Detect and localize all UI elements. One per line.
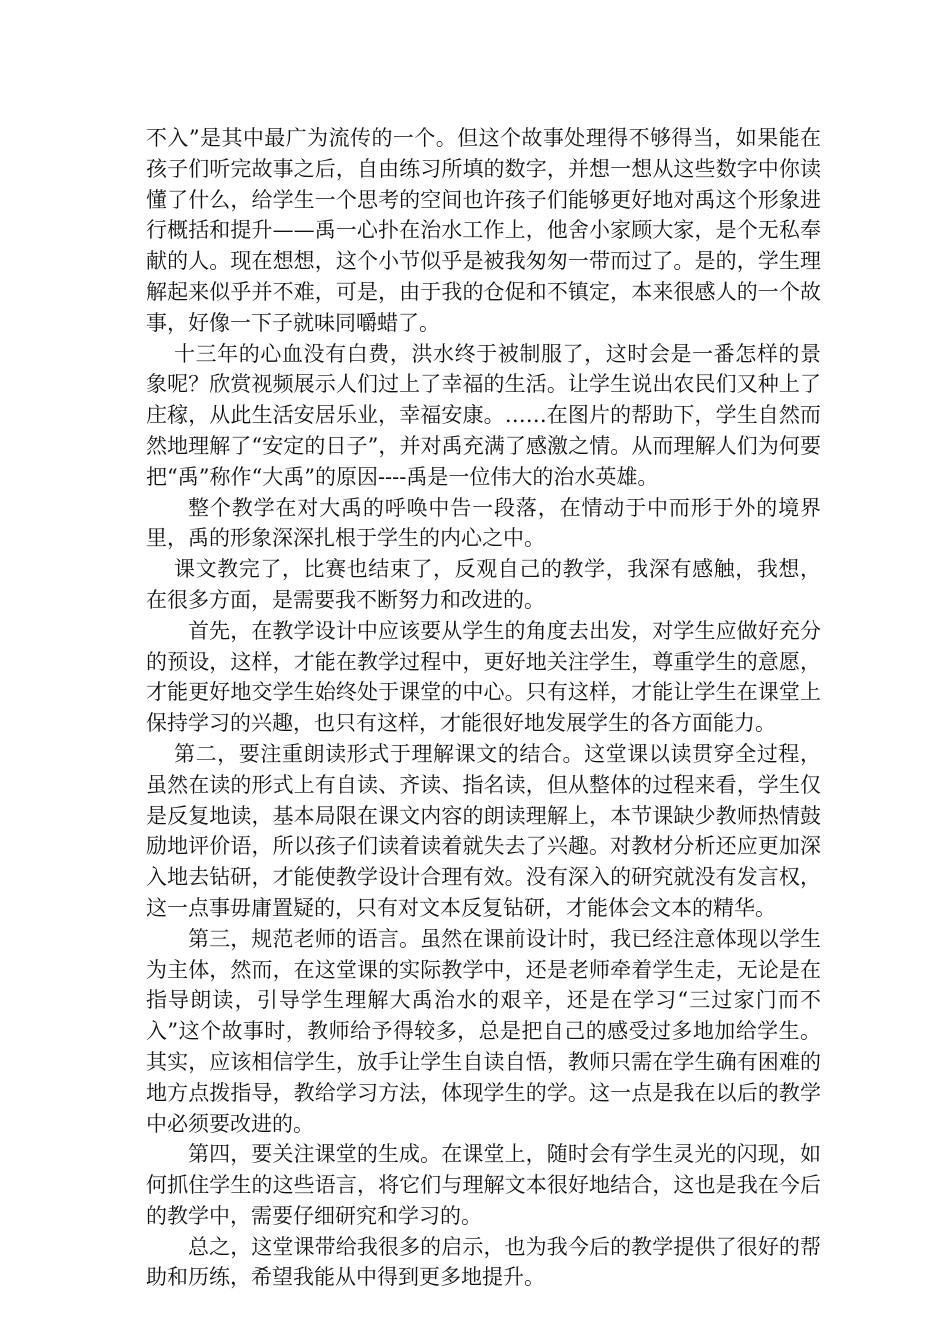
paragraph-2: 十三年的心血没有白费，洪水终于被制服了，这时会是一番怎样的景象呢？欣赏视频展示人们过上了幸福的生活。让学生说出农民们又种上了庄稼，从此生活安居乐业，幸福安康。……在图片的帮助下，学生自然而然地理解了“安定的日子”，并对禹充满了感激之情。从而理解人们为何要把“禹”称作“大禹”的原因----禹是一位伟大的治水英雄。 — [146, 341, 821, 489]
document-body — [146, 123, 821, 1293]
paragraph-6: 第二，要注重朗读形式于理解课文的结合。这堂课以读贯穿全过程，虽然在读的形式上有自读、齐读、指名读，但从整体的过程来看，学生仅是反复地读，基本局限在课文内容的朗读理解上，本节课缺少教师热情鼓励地评价语，所以孩子们读着读着就失去了兴趣。对教材分析还应更加深入地去钻研，才能使教学设计合理有效。没有深入的研究就没有发言权，这一点事毋庸置疑的，只有对文本反复钻研，才能体会文本的精华。 — [146, 741, 821, 920]
paragraph-9: 总之，这堂课带给我很多的启示，也为我今后的教学提供了很好的帮助和历练，希望我能从中得到更多地提升。 — [146, 1234, 821, 1290]
paragraph-4: 课文教完了，比赛也结束了，反观自己的教学，我深有感触，我想，在很多方面，是需要我不断努力和改进的。 — [146, 557, 821, 612]
paragraph-8: 第四，要关注课堂的生成。在课堂上，随时会有学生灵光的闪现，如何抓住学生的这些语言，将它们与理解文本很好地结合，这也是我在今后的教学中，需要仔细研究和学习的。 — [146, 1142, 821, 1228]
paragraph-3: 整个教学在对大禹的呼唤中告一段落，在情动于中而形于外的境界里，禹的形象深深扎根于学生的内心之中。 — [146, 495, 821, 551]
paragraph-7: 第三，规范老师的语言。虽然在课前设计时，我已经注意体现以学生为主体，然而，在这堂课的实际教学中，还是老师牵着学生走，无论是在指导朗读，引导学生理解大禹治水的艰辛，还是在学习“三过家门而不入”这个故事时，教师给予得较多，总是把自己的感受过多地加给学生。其实，应该相信学生，放手让学生自读自悟，教师只需在学生确有困难的地方点拨指导，教给学习方法，体现学生的学。这一点是我在以后的教学中必须要改进的。 — [146, 926, 821, 1136]
paragraph-1: 不入”是其中最广为流传的一个。但这个故事处理得不够得当，如果能在孩子们听完故事之后，自由练习所填的数字，并想一想从这些数字中你读懂了什么，给学生一个思考的空间也许孩子们能够更好地对禹这个形象进行概括和提升——禹一心扑在治水工作上，他舍小家顾大家，是个无私奉献的人。现在想想，这个小节似乎是被我匆匆一带而过了。是的，学生理解起来似乎并不难，可是，由于我的仓促和不镇定，本来很感人的一个故事，好像一下子就味同嚼蜡了。 — [146, 126, 821, 335]
paragraph-5: 首先，在教学设计中应该要从学生的角度去出发，对学生应做好充分的预设，这样，才能在教学过程中，更好地关注学生，尊重学生的意愿，才能更好地交学生始终处于课堂的中心。只有这样，才能让学生在课堂上保持学习的兴趣，也只有这样，才能很好地发展学生的各方面能力。 — [146, 618, 821, 736]
